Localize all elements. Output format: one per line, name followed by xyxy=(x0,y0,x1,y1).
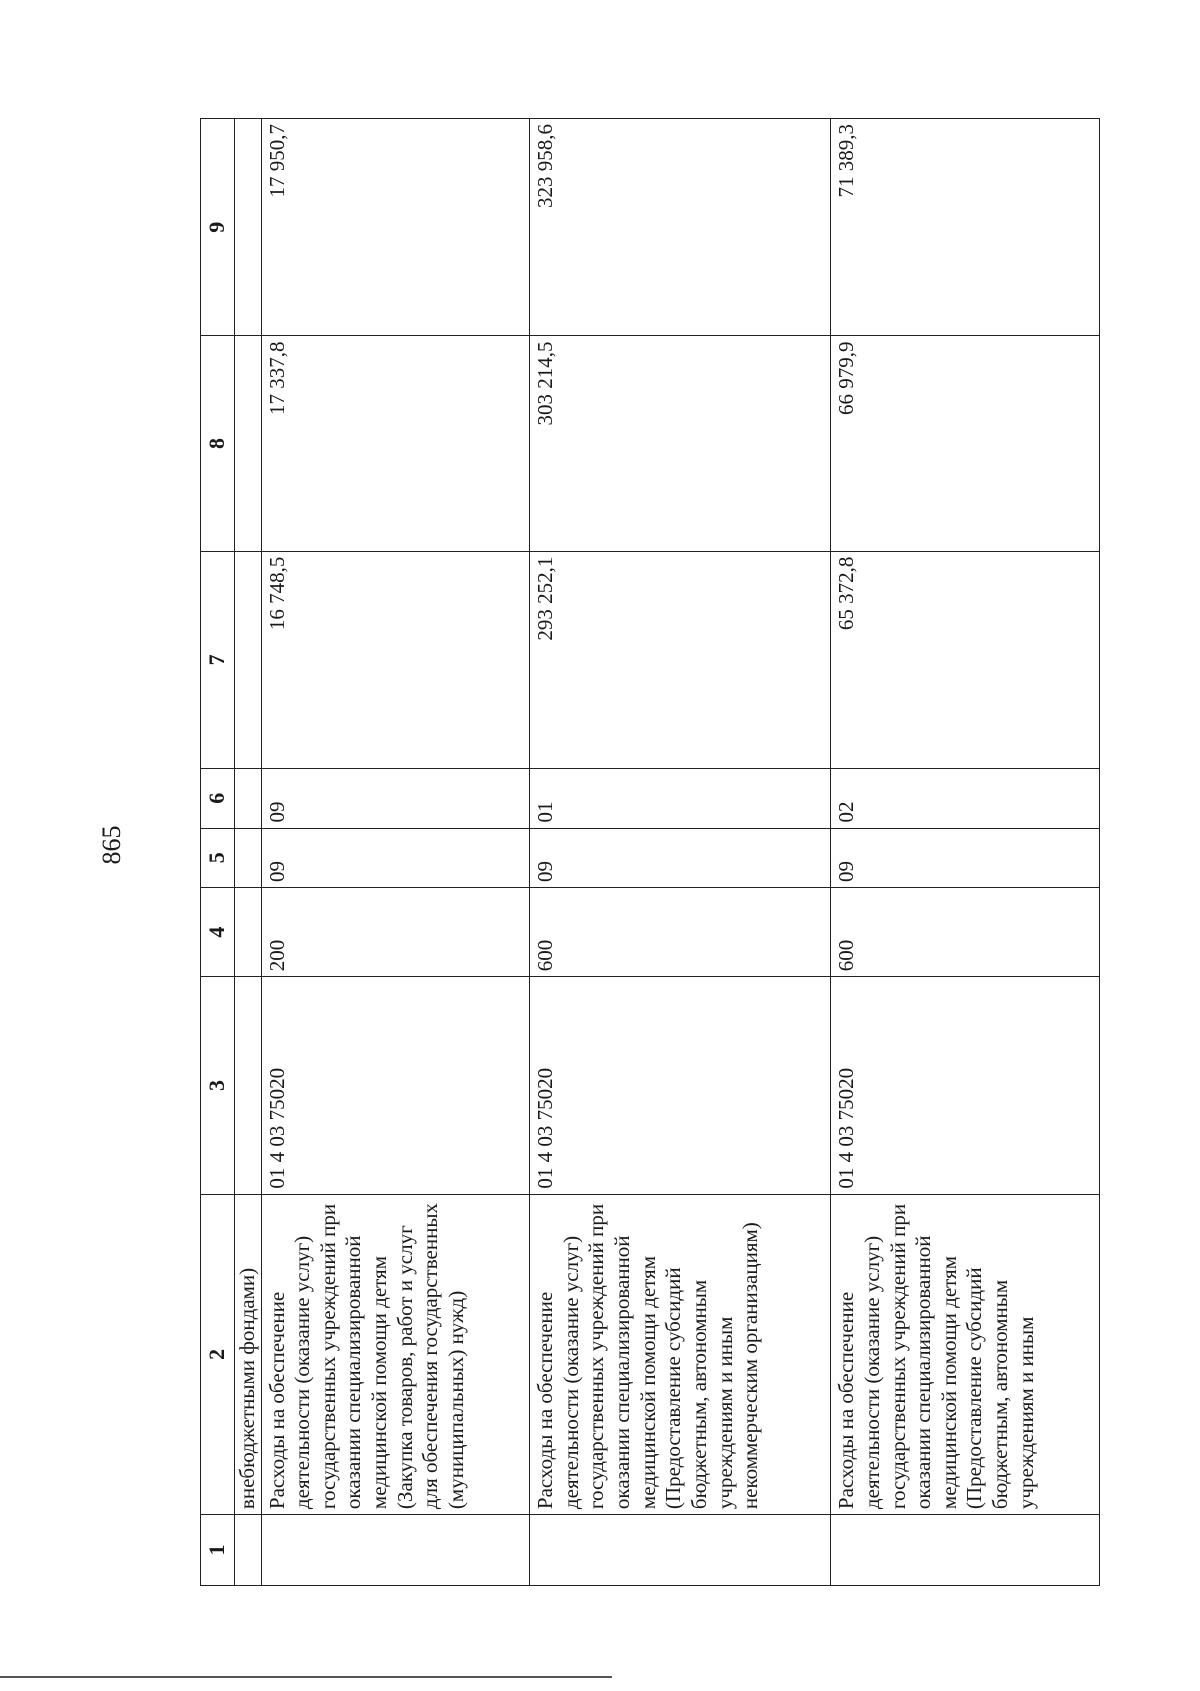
cell-col4: 200 xyxy=(261,888,530,977)
continuation-text: внебюджетными фондами) xyxy=(235,1194,262,1514)
table-row xyxy=(530,119,831,1586)
header-col-1: 1 xyxy=(201,1515,235,1586)
cell-col9: 17 950,7 xyxy=(261,119,530,336)
header-col-5: 5 xyxy=(201,828,235,888)
cell-code: 01 4 03 75020 xyxy=(261,977,530,1194)
header-col-8: 8 xyxy=(201,336,235,551)
cell-col5: 09 xyxy=(831,828,1100,888)
cell-col1 xyxy=(261,1515,530,1586)
cell-description: Расходы на обеспечение деятельности (оказание услуг) государственных учреждений при оказании специализированной медицинской помощи детям (Предоставление субсидий бюджетным, автономным учреждениям и иным xyxy=(831,1194,1100,1514)
budget-table xyxy=(200,118,1100,1586)
header-col-6: 6 xyxy=(201,769,235,829)
cell-col6: 02 xyxy=(831,769,1100,829)
header-col-2: 2 xyxy=(201,1194,235,1514)
table-row xyxy=(831,119,1100,1586)
cell-description: Расходы на обеспечение деятельности (оказание услуг) государственных учреждений при оказании специализированной медицинской помощи детям (Закупка товаров, работ и услуг для обеспечения государственных (муниципальных) нужд) xyxy=(261,1194,530,1514)
cell-empty xyxy=(235,977,262,1194)
cell-empty xyxy=(235,551,262,768)
bottom-rule xyxy=(0,1676,612,1678)
cell-description: Расходы на обеспечение деятельности (оказание услуг) государственных учреждений при оказании специализированной медицинской помощи детям (Предоставление субсидий бюджетным, автономным учреждениям и иным некоммерческим организациям) xyxy=(530,1194,831,1514)
cell-col1 xyxy=(530,1515,831,1586)
cell-col1 xyxy=(831,1515,1100,1586)
cell-empty xyxy=(235,769,262,829)
cell-col7: 16 748,5 xyxy=(261,551,530,768)
header-col-4: 4 xyxy=(201,888,235,977)
cell-col9: 71 389,3 xyxy=(831,119,1100,336)
cell-col4: 600 xyxy=(831,888,1100,977)
cell-col6: 01 xyxy=(530,769,831,829)
cell-col9: 323 958,6 xyxy=(530,119,831,336)
cell-empty xyxy=(235,888,262,977)
cell-empty xyxy=(235,119,262,336)
cell-col7: 65 372,8 xyxy=(831,551,1100,768)
cell-col4: 600 xyxy=(530,888,831,977)
budget-table-rotated xyxy=(200,118,1100,1586)
page-number: 865 xyxy=(97,825,126,865)
cell-empty xyxy=(235,336,262,551)
cell-col8: 17 337,8 xyxy=(261,336,530,551)
continuation-row xyxy=(235,119,262,1586)
header-row xyxy=(201,119,235,1586)
table-row xyxy=(261,119,530,1586)
cell-col7: 293 252,1 xyxy=(530,551,831,768)
cell-col5: 09 xyxy=(261,828,530,888)
cell-col8: 66 979,9 xyxy=(831,336,1100,551)
header-col-7: 7 xyxy=(201,551,235,768)
cell-code: 01 4 03 75020 xyxy=(530,977,831,1194)
cell-empty xyxy=(235,828,262,888)
cell-col5: 09 xyxy=(530,828,831,888)
cell-col8: 303 214,5 xyxy=(530,336,831,551)
cell-col6: 09 xyxy=(261,769,530,829)
header-col-3: 3 xyxy=(201,977,235,1194)
cell-col1 xyxy=(235,1515,262,1586)
cell-code: 01 4 03 75020 xyxy=(831,977,1100,1194)
header-col-9: 9 xyxy=(201,119,235,336)
